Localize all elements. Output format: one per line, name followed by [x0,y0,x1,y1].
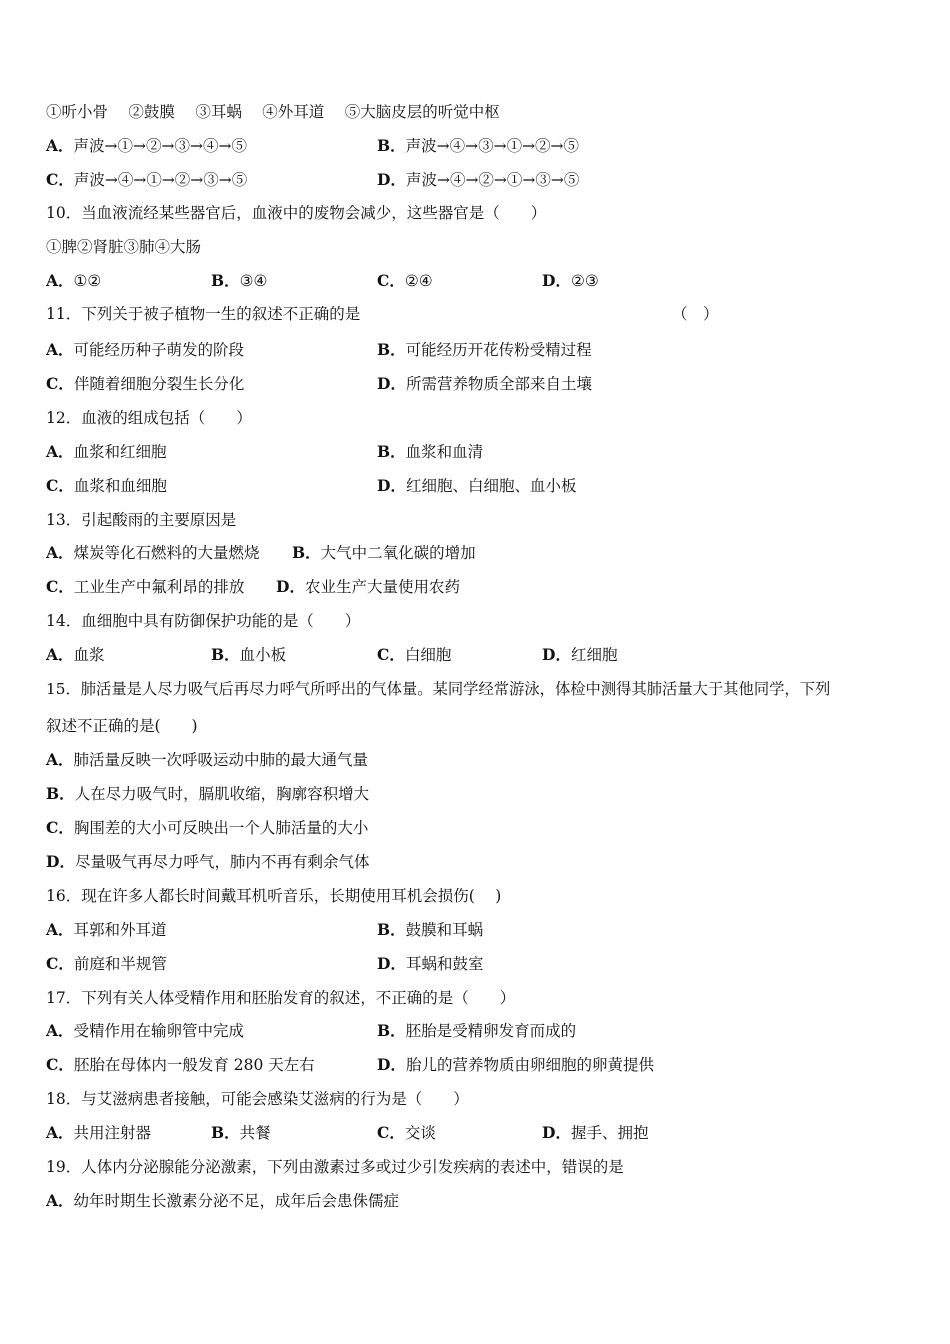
q16-option-a[interactable]: A．耳郭和外耳道 [46,920,167,939]
q13-option-c[interactable]: C．工业生产中氟利昂的排放 [46,577,245,596]
q11-answer-bracket: （ ） [672,305,719,323]
q10-option-d[interactable]: D．②③ [542,271,599,290]
q18-stem: 18．与艾滋病患者接触，可能会感染艾滋病的行为是（ ） [46,1090,469,1108]
q12-option-b[interactable]: B．血浆和血清 [377,442,484,461]
q10-items: ①脾②肾脏③肺④大肠 [46,238,202,256]
q19-option-a[interactable]: A．幼年时期生长激素分泌不足，成年后会患侏儒症 [46,1191,400,1210]
q11-option-c[interactable]: C．伴随着细胞分裂生长分化 [46,374,245,393]
q15-option-b[interactable]: B．人在尽力吸气时，膈肌收缩，胸廓容积增大 [46,784,370,803]
q14-option-c[interactable]: C．白细胞 [377,645,452,664]
q18-option-a[interactable]: A．共用注射器 [46,1123,152,1142]
q14-option-d[interactable]: D．红细胞 [542,645,618,664]
q14-option-a[interactable]: A．血浆 [46,645,105,664]
q12-option-d[interactable]: D．红细胞、白细胞、血小板 [377,476,577,495]
q15-stem-line2: 叙述不正确的是( ) [46,717,198,735]
q13-option-b[interactable]: B．大气中二氧化碳的增加 [292,543,476,562]
q10-option-b[interactable]: B．③④ [211,271,268,290]
q11-stem: 11．下列关于被子植物一生的叙述不正确的是 [46,305,361,323]
q16-option-b[interactable]: B．鼓膜和耳蜗 [377,920,484,939]
q9-items: ①听小骨 ②鼓膜 ③耳蜗 ④外耳道 ⑤大脑皮层的听觉中枢 [46,103,500,121]
q10-option-c[interactable]: C．②④ [377,271,433,290]
q16-stem: 16．现在许多人都长时间戴耳机听音乐，长期使用耳机会损伤( ) [46,887,502,905]
q9-option-a[interactable]: A．声波→①→②→③→④→⑤ [46,136,247,155]
q9-option-d[interactable]: D．声波→④→②→①→③→⑤ [377,170,580,189]
q9-option-c[interactable]: C．声波→④→①→②→③→⑤ [46,170,248,189]
q12-option-c[interactable]: C．血浆和血细胞 [46,476,167,495]
q15-stem-line1: 15．肺活量是人尽力吸气后再尽力呼气所呼出的气体量。某同学经常游泳，体检中测得其肺活量大于其他同学，下列 [46,680,831,698]
q11-option-d[interactable]: D．所需营养物质全部来自土壤 [377,374,592,393]
q18-option-d[interactable]: D．握手、拥抱 [542,1123,649,1142]
q11-option-a[interactable]: A．可能经历种子萌发的阶段 [46,340,245,359]
q17-option-b[interactable]: B．胚胎是受精卵发育而成的 [377,1021,577,1040]
q11-option-b[interactable]: B．可能经历开花传粉受精过程 [377,340,592,359]
q13-option-d[interactable]: D．农业生产大量使用农药 [276,577,460,596]
q17-option-d[interactable]: D．胎儿的营养物质由卵细胞的卵黄提供 [377,1055,654,1074]
q10-option-a[interactable]: A．①② [46,271,102,290]
q19-stem: 19．人体内分泌腺能分泌激素，下列由激素过多或过少引发疾病的表述中，错误的是 [46,1158,624,1176]
q15-option-a[interactable]: A．肺活量反映一次呼吸运动中肺的最大通气量 [46,750,369,769]
q14-stem: 14．血细胞中具有防御保护功能的是（ ） [46,612,361,630]
q13-option-a[interactable]: A．煤炭等化石燃料的大量燃烧 [46,543,260,562]
q9-option-b[interactable]: B．声波→④→③→①→②→⑤ [377,136,580,155]
q16-option-c[interactable]: C．前庭和半规管 [46,954,167,973]
q13-stem: 13．引起酸雨的主要原因是 [46,511,237,529]
q15-option-d[interactable]: D．尽量吸气再尽力呼气，肺内不再有剩余气体 [46,852,370,871]
q16-option-d[interactable]: D．耳蜗和鼓室 [377,954,484,973]
q18-option-c[interactable]: C．交谈 [377,1123,436,1142]
q17-stem: 17．下列有关人体受精作用和胚胎发育的叙述，不正确的是（ ） [46,989,516,1007]
q14-option-b[interactable]: B．血小板 [211,645,287,664]
q15-option-c[interactable]: C．胸围差的大小可反映出一个人肺活量的大小 [46,818,369,837]
q12-option-a[interactable]: A．血浆和红细胞 [46,442,167,461]
q18-option-b[interactable]: B．共餐 [211,1123,271,1142]
q10-stem: 10．当血液流经某些器官后，血液中的废物会减少，这些器官是（ ） [46,204,547,222]
q17-option-a[interactable]: A．受精作用在输卵管中完成 [46,1021,245,1040]
q12-stem: 12．血液的组成包括（ ） [46,409,252,427]
q17-option-c[interactable]: C．胚胎在母体内一般发育 280 天左右 [46,1055,315,1074]
